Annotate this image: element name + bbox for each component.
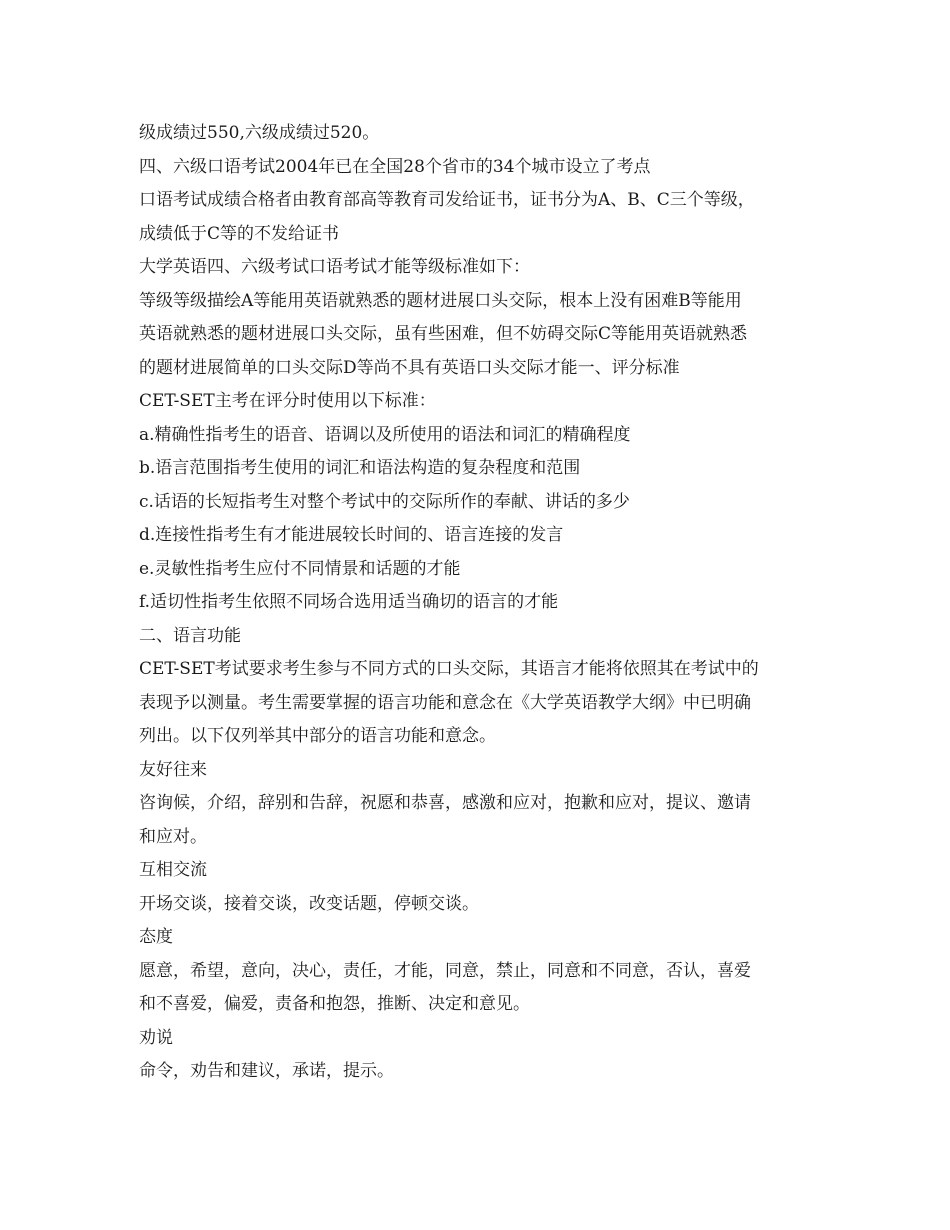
text-line: 和应对。 — [139, 826, 207, 847]
text-line: CET-SET考试要求考生参与不同方式的口头交际，其语言才能将依照其在考试中的 — [139, 659, 759, 679]
document-body — [139, 117, 819, 1089]
text-line: 四、六级口语考试2004年已在全国28个省市的34个城市设立了考点 — [139, 156, 651, 177]
text-line: e.灵敏性指考生应付不同情景和话题的才能 — [139, 558, 461, 579]
text-line: 二、语言功能 — [139, 625, 241, 646]
text-line: CET-SET主考在评分时使用以下标准： — [139, 391, 436, 411]
text-line: 等级等级描绘A等能用英语就熟悉的题材进展口头交际，根本上没有困难B等能用 — [139, 290, 742, 311]
text-line: 口语考试成绩合格者由教育部高等教育司发给证书，证书分为A、B、C三个等级， — [139, 190, 755, 210]
text-line: a.精确性指考生的语音、语调以及所使用的语法和词汇的精确程度 — [139, 424, 631, 445]
text-line: 命令，劝告和建议，承诺，提示。 — [139, 1061, 394, 1081]
text-line: 和不喜爱，偏爱，责备和抱怨，推断、决定和意见。 — [139, 994, 530, 1014]
text-line: 愿意，希望，意向，决心，责任，才能，同意，禁止，同意和不同意，否认，喜爱 — [139, 960, 751, 981]
text-line: 英语就熟悉的题材进展口头交际，虽有些困难，但不妨碍交际C等能用英语就熟悉 — [139, 324, 748, 344]
text-line: c.话语的长短指考生对整个考试中的交际所作的奉献、讲话的多少 — [139, 491, 630, 512]
text-line: 开场交谈，接着交谈，改变话题，停顿交谈。 — [139, 893, 479, 914]
text-line: 友好往来 — [139, 759, 207, 780]
text-line: 成绩低于C等的不发给证书 — [139, 223, 340, 244]
text-line: 列出。以下仅列举其中部分的语言功能和意念。 — [139, 726, 496, 746]
text-line: 级成绩过550,六级成绩过520。 — [139, 123, 380, 143]
text-line: b.语言范围指考生使用的词汇和语法构造的复杂程度和范围 — [139, 458, 581, 478]
text-line: 劝说 — [139, 1027, 173, 1048]
text-line: 咨询候，介绍，辞别和告辞，祝愿和恭喜，感激和应对，抱歉和应对，提议、邀请 — [139, 793, 751, 813]
text-line: f.适切性指考生依照不同场合选用适当确切的语言的才能 — [139, 592, 559, 612]
text-line: 态度 — [139, 927, 173, 947]
text-line: 的题材进展简单的口头交际D等尚不具有英语口头交际才能一、评分标准 — [139, 357, 680, 378]
text-line: 互相交流 — [139, 860, 207, 880]
text-line: 表现予以测量。考生需要掌握的语言功能和意念在《大学英语教学大纲》中已明确 — [139, 692, 751, 713]
text-line: d.连接性指考生有才能进展较长时间的、语言连接的发言 — [139, 525, 564, 545]
text-line: 大学英语四、六级考试口语考试才能等级标准如下： — [139, 257, 530, 277]
